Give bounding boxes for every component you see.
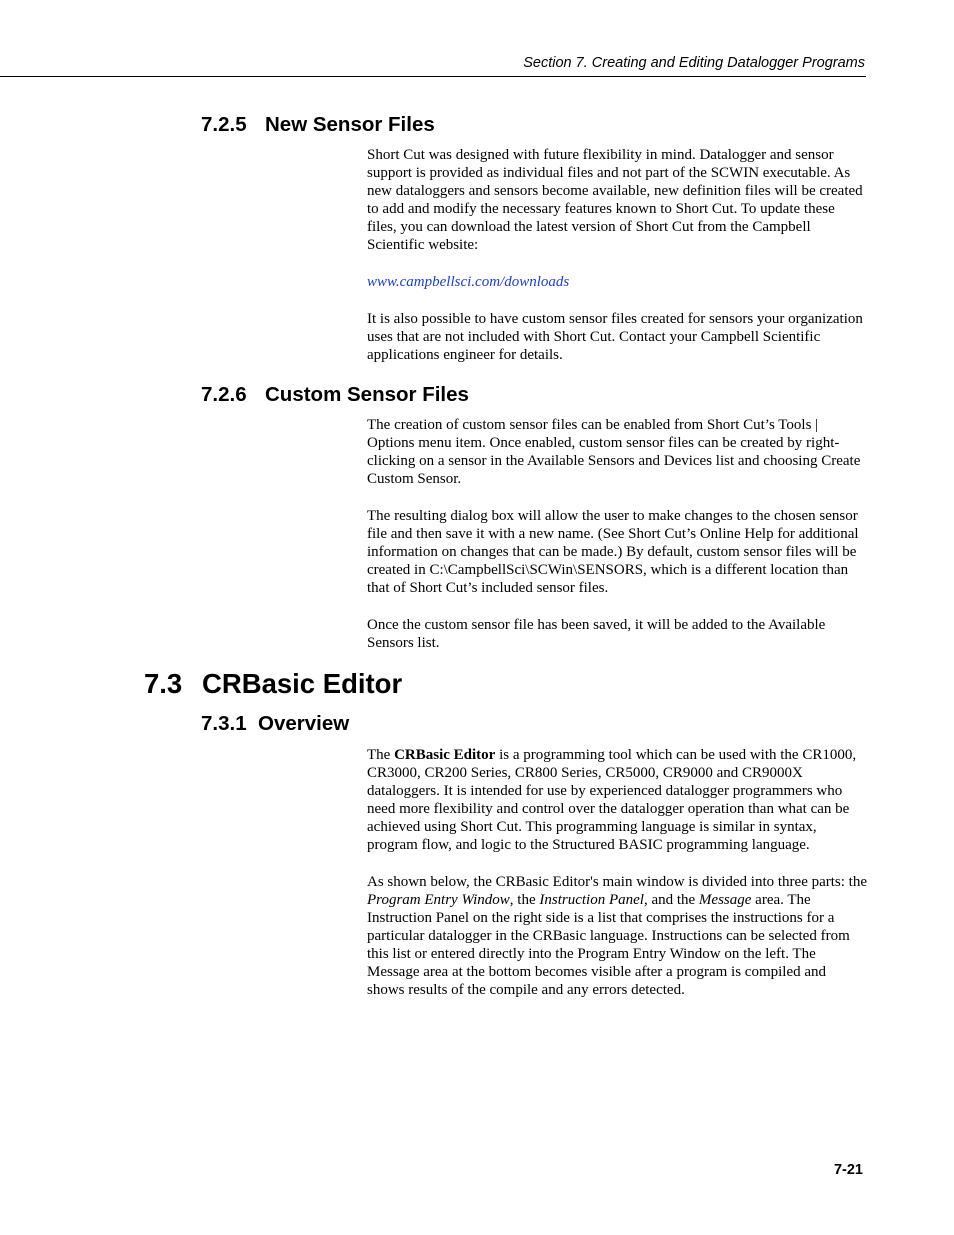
section-7-2-5-body [367, 146, 867, 383]
bold-term: CRBasic Editor [394, 747, 496, 763]
heading-title: CRBasic Editor [202, 668, 403, 699]
section-7-3-1-body [367, 746, 867, 1018]
text-run: The [367, 747, 395, 763]
heading-title: New Sensor Files [265, 113, 435, 136]
paragraph: Once the custom sensor file has been saved, it will be added to the Available Sensors list. [367, 617, 826, 651]
heading-7-2-5 [201, 113, 435, 137]
header-rule [0, 76, 866, 77]
paragraph: Short Cut was designed with future flexibility in mind. Datalogger and sensor support is provided as individual files and not part of the SCWIN executable. As new dataloggers and sensors become available, new definition files will be created to add and modify the necessary features known to Short Cut. To update these files, you can download the latest version of Short Cut from the Campbell Scientific website: [367, 147, 863, 253]
heading-7-2-6 [201, 383, 469, 407]
heading-number: 7.2.6 [201, 383, 247, 406]
paragraph: The resulting dialog box will allow the user to make changes to the chosen sensor file and then save it with a new name. (See Short Cut’s Online Help for additional information on changes that can be made.) By default, custom sensor files will be created in C:\CampbellSci\SCWin\SENSORS, which is a different location than that of Short Cut’s included sensor files. [367, 508, 859, 596]
text-run: is a programming tool which can be used with the CR1000, CR3000, CR200 Series, CR800 Series, CR5000, CR9000 and CR9000X dataloggers. It is intended for use by experienced datalogger programmers who need more flexibility and control over the datalogger operation than what can be achieved using Short Cut. This programming language is similar in syntax, program flow, and logic to the Structured BASIC programming language. [367, 747, 857, 853]
text-run: , the [509, 892, 540, 908]
paragraph: It is also possible to have custom sensor files created for sensors your organization uses that are not included with Short Cut. Contact your Campbell Scientific applications engineer for details. [367, 311, 863, 363]
section-7-2-6-body [367, 416, 867, 671]
heading-7-3 [144, 668, 402, 700]
heading-title: Overview [258, 712, 350, 735]
paragraph [367, 746, 867, 854]
text-run: , and the [643, 892, 699, 908]
heading-title: Custom Sensor Files [265, 383, 469, 406]
paragraph: The creation of custom sensor files can be enabled from Short Cut’s Tools | Options menu item. Once enabled, custom sensor files can be created by right-clicking on a sensor in the Available Sensors and Devices list and choosing Create Custom Sensor. [367, 417, 861, 487]
running-header: Section 7. Creating and Editing Datalogger Programs [523, 55, 865, 71]
page-number: 7-21 [833, 1162, 863, 1178]
text-run: area. The Instruction Panel on the right side is a list that comprises the instructions for a particular datalogger in the CRBasic language. Instructions can be selected from this list or entered directly into the Program Entry Window on the left. The Message area at the bottom becomes visible after a program is compiled and shows results of the compile and any errors detected. [367, 892, 850, 998]
heading-number: 7.2.5 [201, 113, 247, 136]
paragraph [367, 873, 867, 999]
italic-term: Instruction Panel [539, 892, 644, 908]
heading-number: 7.3 [144, 668, 183, 699]
heading-number: 7.3.1 [201, 712, 247, 735]
italic-term: Program Entry Window [367, 892, 510, 908]
text-run: As shown below, the CRBasic Editor's main window is divided into three parts: the [367, 874, 868, 890]
italic-term: Message [698, 892, 752, 908]
heading-7-3-1 [201, 712, 349, 736]
downloads-link[interactable]: www.campbellsci.com/downloads [367, 274, 570, 290]
